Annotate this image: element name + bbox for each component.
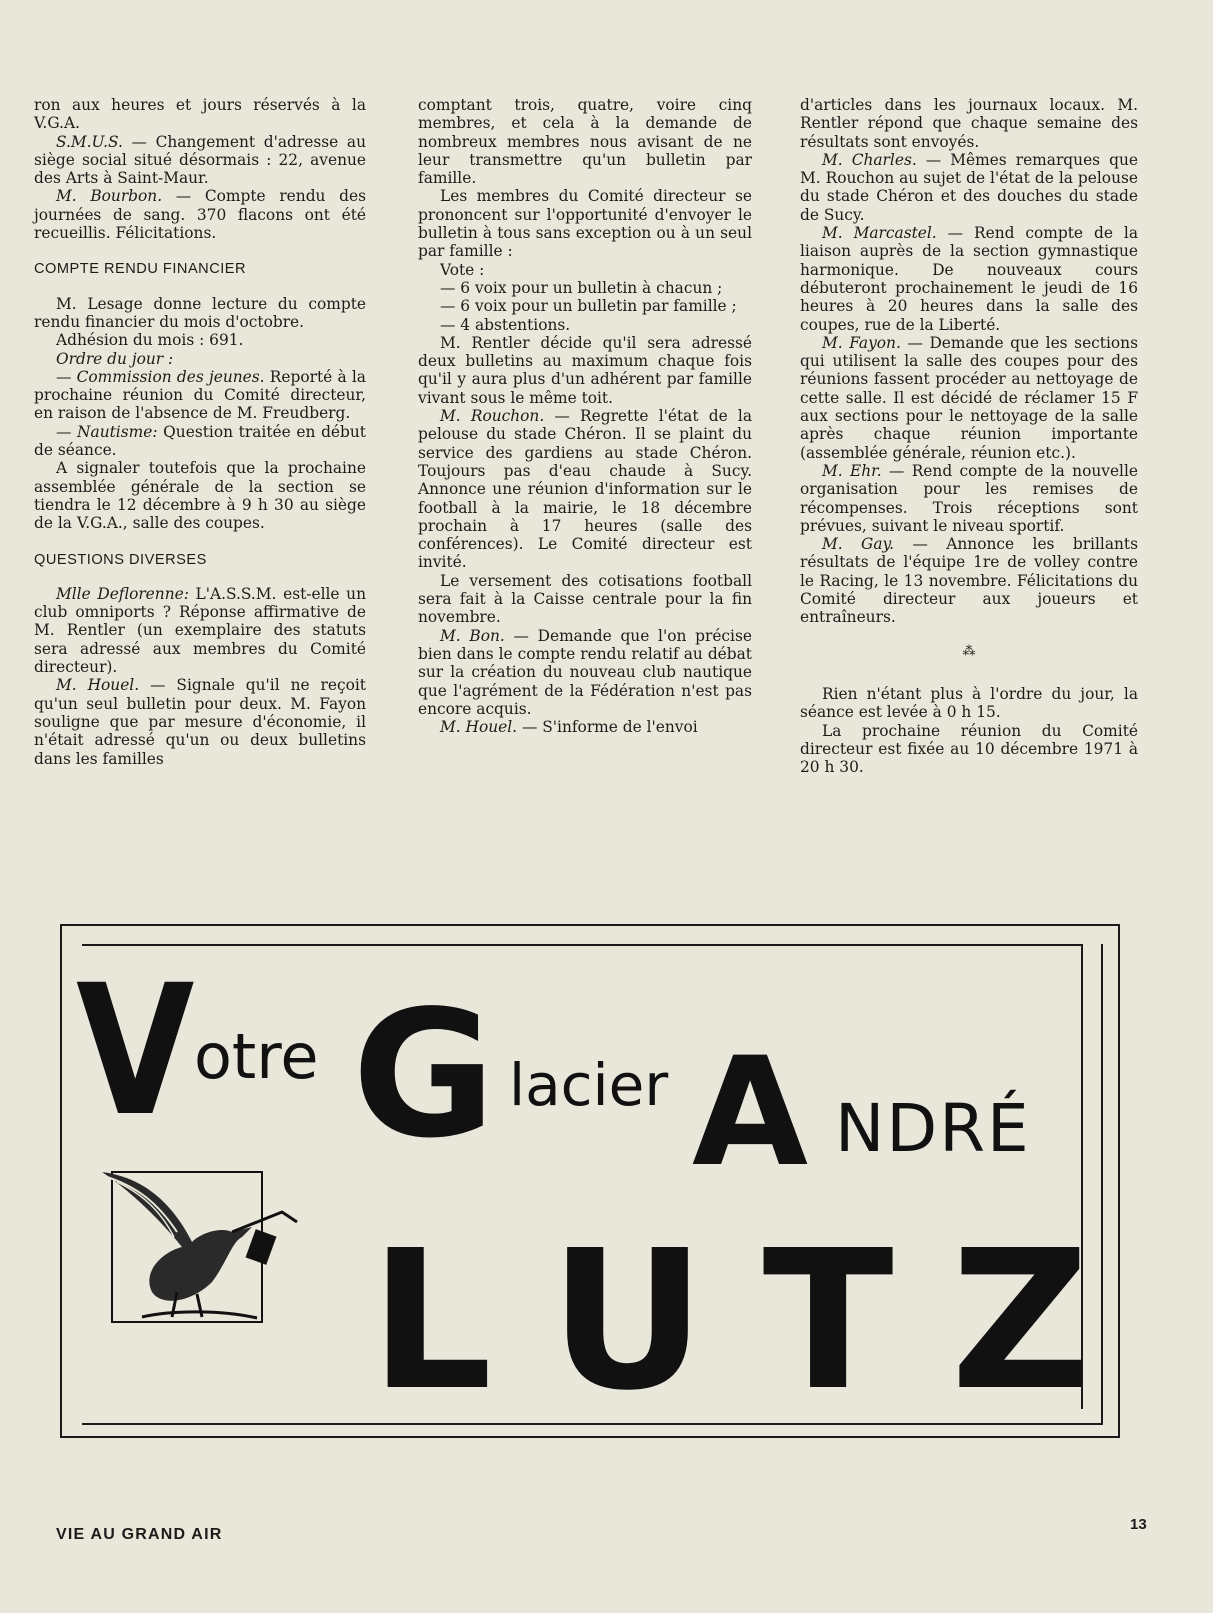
paragraph: Rien n'étant plus à l'ordre du jour, la séance est levée à 0 h 15. — [800, 684, 1138, 722]
ad-word-otre: otre — [194, 1020, 319, 1093]
ad-initial-g: G — [352, 974, 496, 1177]
ad-word-ndre: NDRÉ — [835, 1090, 1031, 1167]
paragraph-text: Reporté à la prochaine réunion du Comité directeur, en raison de l'absence de M. Freudberg. — [34, 367, 366, 423]
paragraph: d'articles dans les journaux locaux. M. Rentler répond que chaque semaine des résultats sont envoyés. — [800, 96, 1138, 151]
text-column-1 — [34, 96, 366, 768]
magazine-title: VIE AU GRAND AIR — [56, 1526, 223, 1543]
speaker-name: M. Ehr. — [822, 461, 882, 480]
paragraph-text: — Demande que l'on précise bien dans le compte rendu relatif au débat sur la création du nouveau club nautique que l'agrément de la Fédération n'est pas encore acquis. — [418, 626, 752, 718]
paragraph: comptant trois, quatre, voire cinq membres, et cela à la demande de nombreux membres nous avisant de ne leur transmettre qu'un bulletin par famille. — [418, 96, 752, 188]
advertisement-frame — [60, 924, 1120, 1438]
paragraph: — 6 voix pour un bulletin par famille ; — [440, 297, 737, 316]
agenda-item: — Nautisme: — [56, 422, 158, 441]
bird-body — [102, 1172, 252, 1301]
paragraph — [800, 535, 1138, 626]
text-column-3 — [800, 96, 1138, 776]
speaker-name: M. Bourbon. — [56, 187, 163, 206]
paragraph — [34, 676, 366, 767]
ad-letter: L — [370, 1210, 493, 1433]
section-heading: COMPTE RENDU FINANCIER — [34, 261, 247, 278]
paragraph-text: — Mêmes remarques que M. Rouchon au sujet de l'état de la pelouse du stade Chéron et des douches du stade de Sucy. — [800, 150, 1138, 224]
section-heading: QUESTIONS DIVERSES — [34, 551, 207, 568]
paragraph — [800, 151, 1138, 224]
paragraph — [34, 133, 366, 188]
paragraph — [34, 585, 366, 676]
paragraph-text: — Signale qu'il ne reçoit qu'un seul bulletin pour deux. M. Fayon souligne que par mesure d'économie, il n'était adressé qu'un ou deux bulletins dans les familles — [34, 676, 366, 768]
frame-inner-rule — [1101, 944, 1103, 1425]
paragraph-text: — Annonce les brillants résultats de l'équipe 1re de volley contre le Racing, le 13 novembre. Félicitations du Comité directeur aux joueurs et entraîneurs. — [800, 535, 1138, 627]
paragraph — [800, 224, 1138, 334]
paragraph: — 6 voix pour un bulletin à chacun ; — [440, 278, 723, 297]
paragraph — [418, 627, 752, 718]
paragraph: La prochaine réunion du Comité directeur est fixée au 10 décembre 1971 à 20 h 30. — [800, 721, 1138, 777]
paragraph-text: L'A.S.S.M. est-elle un club omniports ? Réponse affirmative de M. Rentler (un exemplaire des statuts sera adressé aux membres du Comité directeur). — [34, 584, 366, 677]
paragraph: Le versement des cotisations football sera fait à la Caisse centrale pour la fin novembre. — [418, 571, 752, 627]
ground-line — [142, 1312, 257, 1318]
speaker-name: M. Charles. — [822, 150, 917, 169]
agenda-item: — Commission des jeunes. — [56, 367, 265, 386]
speaker-name: M. Fayon. — [822, 333, 901, 352]
paragraph — [34, 368, 366, 423]
ad-word-lacier: lacier — [509, 1051, 669, 1119]
bird-beak-twig — [232, 1212, 297, 1232]
speaker-name: S.M.U.S. — [56, 132, 123, 151]
speaker-name: M. Bon. — [440, 626, 505, 645]
seagull-illustration — [82, 1132, 342, 1332]
speaker-name: M. Gay. — [822, 535, 895, 554]
paragraph: — 4 abstentions. — [440, 315, 571, 334]
paragraph-text: — Rend compte de la liaison auprès de la section gymnastique harmonique. De nouveaux cours débuteront prochainement le jeudi de 16 heures à 20 heures dans la salle des coupes, rue de la Liberté. — [800, 224, 1138, 334]
paragraph — [418, 407, 752, 572]
paragraph-text: — Demande que les sections qui utilisent la salle des coupes pour des réunions fassent procéder au nettoyage de cette salle. Il est décidé de réclamer 15 F aux sections pour le nettoyage de la salle après chaque réunion importante (assemblée générale, réunion etc.). — [800, 333, 1138, 462]
speaker-name: Mlle Deflorenne: — [56, 584, 189, 603]
speaker-name: M. Houel. — [56, 676, 140, 695]
ad-letter: U — [549, 1210, 706, 1433]
ad-initial-a: A — [692, 1026, 809, 1200]
page-number: 13 — [1130, 1516, 1147, 1533]
ad-initial-v: V — [76, 947, 195, 1156]
paragraph-text: — Compte rendu des journées de sang. 370 flacons ont été recueillis. Félicitations. — [34, 187, 367, 243]
paragraph-text: — Rend compte de la nouvelle organisation pour les remises de récompenses. Trois réceptions sont prévues, suivant le niveau sportif. — [800, 461, 1139, 535]
ad-letter: Z — [950, 1210, 1090, 1433]
paragraph: Adhésion du mois : 691. — [56, 331, 244, 350]
paragraph: Les membres du Comité directeur se prononcent sur l'opportunité d'envoyer le bulletin à tous sans exception ou à un seul par famille : — [418, 187, 752, 261]
text-column-2 — [418, 96, 752, 736]
paragraph-text: — S'informe de l'envoi — [517, 718, 698, 737]
paragraph-text: — Regrette l'état de la pelouse du stade Chéron. Il se plaint du service des gardiens au stade Chéron. Toujours pas d'eau chaude à Sucy. Annonce une réunion d'information sur le football à la mairie, le 18 décembre prochain à 17 heures (salle des conférences). Le Comité directeur est invité. — [418, 407, 752, 572]
carried-box — [246, 1229, 277, 1265]
paragraph — [418, 718, 752, 736]
paragraph-text: — Changement d'adresse au siège social situé désormais : 22, avenue des Arts à Saint-Maur. — [34, 132, 366, 188]
paragraph — [800, 462, 1138, 535]
speaker-name: M. Marcastel. — [822, 224, 937, 243]
paragraph: M. Lesage donne lecture du compte rendu financier du mois d'octobre. — [34, 294, 366, 331]
paragraph: M. Rentler décide qu'il sera adressé deux bulletins au maximum chaque fois qu'il y aura plus d'un adhérent par famille vivant sous le même toit. — [418, 333, 752, 407]
speaker-name: M. Rouchon. — [440, 407, 545, 426]
asterism-divider: ⁂ — [962, 643, 976, 659]
paragraph — [34, 187, 366, 242]
paragraph: Ordre du jour : — [56, 349, 174, 368]
paragraph: A signaler toutefois que la prochaine assemblée générale de la section se tiendra le 12 décembre à 9 h 30 au siège de la V.G.A., salle des coupes. — [34, 459, 366, 533]
ad-name-lutz — [370, 1210, 1090, 1433]
ad-letter: T — [762, 1210, 894, 1433]
paragraph — [800, 334, 1138, 462]
paragraph: ron aux heures et jours réservés à la V.G.A. — [34, 96, 366, 133]
speaker-name: M. Houel. — [440, 718, 518, 737]
paragraph-text: Question traitée en début de séance. — [34, 422, 366, 460]
frame-inner-rule — [82, 944, 1081, 946]
paragraph: Vote : — [440, 260, 485, 279]
paragraph — [34, 423, 366, 460]
